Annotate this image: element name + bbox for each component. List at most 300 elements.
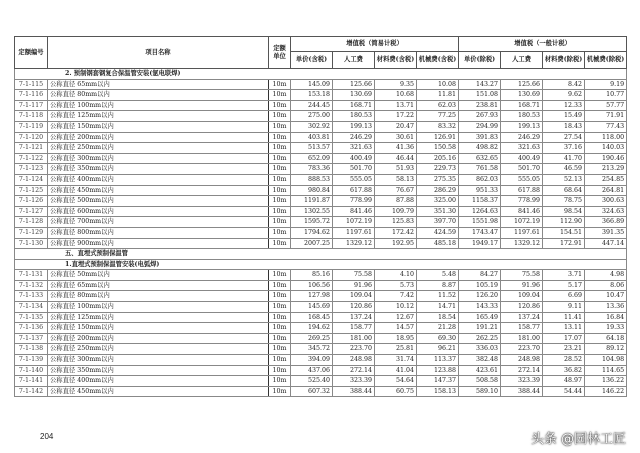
cell-unit: 10m [269,312,291,323]
cell-value: 246.29 [333,132,375,143]
header-col: 机械费(含税) [417,52,459,69]
cell-value: 69.30 [417,333,459,344]
header-col: 单价(除税) [459,52,501,69]
cell-name: 公称直径 250mm以内 [48,143,269,154]
cell-code: 7-1-118 [15,111,48,122]
cell-value: 11.81 [417,90,459,101]
cell-code: 7-1-134 [15,302,48,313]
table-row [15,164,627,175]
cell-value: 5.73 [375,280,417,291]
cell-value: 5.48 [417,270,459,281]
cell-value: 147.37 [417,376,459,387]
header-name: 项目名称 [48,37,269,69]
cell-value: 77.25 [417,111,459,122]
cell-value: 238.81 [459,100,501,111]
cell-value: 9.35 [375,79,417,90]
cell-value: 1302.55 [291,206,333,217]
cell-value: 366.89 [585,217,627,228]
cell-value: 46.44 [375,153,417,164]
cell-value: 137.24 [333,312,375,323]
cell-value: 13.11 [543,323,585,334]
cell-code: 7-1-133 [15,291,48,302]
cell-value: 269.25 [291,333,333,344]
cell-name: 公称直径 300mm以内 [48,153,269,164]
cell-value: 25.81 [375,344,417,355]
cell-value: 223.70 [333,344,375,355]
cell-value: 41.36 [375,143,417,154]
cell-value: 180.53 [501,111,543,122]
cell-value: 14.71 [417,302,459,313]
cell-name: 公称直径 600mm以内 [48,206,269,217]
table-row [15,143,627,154]
cell-name: 公称直径 300mm以内 [48,355,269,366]
cell-name: 公称直径 100mm以内 [48,100,269,111]
cell-value: 13.71 [375,100,417,111]
table-row [15,280,627,291]
cell-value: 109.04 [333,291,375,302]
cell-value: 168.71 [501,100,543,111]
section-row [15,69,627,80]
cell-value: 172.91 [543,238,585,249]
cell-value: 382.48 [459,355,501,366]
cell-value: 150.58 [417,143,459,154]
table-row [15,90,627,101]
cell-value: 1949.17 [459,238,501,249]
cell-value: 10.12 [375,302,417,313]
cell-value: 58.13 [375,174,417,185]
table-row [15,227,627,238]
cell-value: 165.49 [459,312,501,323]
cell-code: 7-1-121 [15,143,48,154]
table-row [15,196,627,207]
cell-unit: 10m [269,174,291,185]
cell-name: 公称直径 800mm以内 [48,227,269,238]
cell-value: 83.32 [417,121,459,132]
cell-value: 60.75 [375,386,417,397]
cell-value: 447.14 [585,238,627,249]
cell-value: 41.70 [543,153,585,164]
cell-value: 513.57 [291,143,333,154]
cell-value: 498.82 [459,143,501,154]
cell-value: 191.21 [459,323,501,334]
cell-value: 617.88 [501,185,543,196]
cell-value: 351.30 [417,206,459,217]
header-col: 机械费(除税) [585,52,627,69]
table-row [15,291,627,302]
cell-value: 125.66 [333,79,375,90]
header-group-simple-tax: 增值税（简易计税） [291,37,459,52]
cell-value: 778.99 [501,196,543,207]
cell-value: 1595.72 [291,217,333,228]
cell-value: 7.42 [375,291,417,302]
cell-value: 321.63 [333,143,375,154]
cell-value: 1072.19 [501,217,543,228]
cell-value: 41.04 [375,365,417,376]
cell-value: 71.91 [585,111,627,122]
cell-unit: 10m [269,164,291,175]
cell-value: 761.58 [459,164,501,175]
cell-code: 7-1-115 [15,79,48,90]
cell-value: 112.90 [543,217,585,228]
section-row [15,259,627,270]
cell-value: 151.08 [459,90,501,101]
cell-value: 1158.37 [459,196,501,207]
cell-value: 229.73 [417,164,459,175]
cell-value: 8.87 [417,280,459,291]
cell-value: 501.70 [333,164,375,175]
cell-value: 51.93 [375,164,417,175]
table-row [15,386,627,397]
cell-value: 6.69 [543,291,585,302]
cell-value: 275.00 [291,111,333,122]
cell-value: 31.74 [375,355,417,366]
cell-value: 345.72 [291,344,333,355]
cell-value: 54.64 [375,376,417,387]
cell-unit: 10m [269,376,291,387]
header-col: 材料费(含税) [375,52,417,69]
table-row [15,355,627,366]
cell-value: 158.13 [417,386,459,397]
cell-value: 485.18 [417,238,459,249]
cell-value: 143.27 [459,79,501,90]
cell-value: 113.37 [417,355,459,366]
cell-value: 980.84 [291,185,333,196]
cell-unit: 10m [269,196,291,207]
cell-value: 275.35 [417,174,459,185]
cell-value: 10.47 [585,291,627,302]
cell-value: 143.33 [459,302,501,313]
cell-value: 137.24 [501,312,543,323]
cell-name: 公称直径 125mm以内 [48,111,269,122]
cell-value: 9.19 [585,79,627,90]
cell-value: 8.06 [585,280,627,291]
cell-value: 126.91 [417,132,459,143]
table-row [15,111,627,122]
cell-value: 262.25 [459,333,501,344]
cell-value: 325.00 [417,196,459,207]
cell-value: 617.88 [333,185,375,196]
cell-value: 607.32 [291,386,333,397]
cell-code: 7-1-125 [15,185,48,196]
cell-value: 14.57 [375,323,417,334]
table-row [15,185,627,196]
cell-value: 91.96 [501,280,543,291]
quota-table [14,36,627,397]
cell-value: 77.43 [585,121,627,132]
cell-name: 公称直径 200mm以内 [48,132,269,143]
cell-code: 7-1-128 [15,217,48,228]
cell-name: 公称直径 50mm以内 [48,270,269,281]
cell-value: 323.39 [333,376,375,387]
cell-value: 8.42 [543,79,585,90]
cell-code: 7-1-124 [15,174,48,185]
table-row [15,376,627,387]
cell-value: 1329.12 [501,238,543,249]
cell-value: 4.10 [375,270,417,281]
cell-value: 27.54 [543,132,585,143]
cell-value: 391.35 [585,227,627,238]
table-row [15,333,627,344]
cell-value: 120.86 [501,302,543,313]
cell-value: 126.20 [459,291,501,302]
cell-unit: 10m [269,121,291,132]
cell-code: 7-1-119 [15,121,48,132]
cell-value: 194.62 [291,323,333,334]
cell-value: 888.53 [291,174,333,185]
page-number: 204 [40,432,54,441]
cell-value: 254.85 [585,174,627,185]
cell-value: 391.83 [459,132,501,143]
cell-value: 508.58 [459,376,501,387]
cell-value: 13.36 [585,302,627,313]
cell-value: 778.99 [333,196,375,207]
cell-value: 9.11 [543,302,585,313]
cell-value: 286.29 [417,185,459,196]
cell-value: 192.95 [375,238,417,249]
cell-value: 181.00 [333,333,375,344]
cell-value: 1551.98 [459,217,501,228]
cell-value: 12.67 [375,312,417,323]
cell-value: 18.54 [417,312,459,323]
cell-name: 公称直径 400mm以内 [48,174,269,185]
cell-unit: 10m [269,206,291,217]
cell-value: 21.28 [417,323,459,334]
cell-value: 323.39 [501,376,543,387]
cell-code: 7-1-131 [15,270,48,281]
cell-value: 324.63 [585,206,627,217]
cell-value: 158.77 [501,323,543,334]
cell-unit: 10m [269,79,291,90]
section-title: 五、直埋式预制保温管 [15,249,627,260]
cell-value: 244.45 [291,100,333,111]
cell-value: 136.22 [585,376,627,387]
cell-value: 181.00 [501,333,543,344]
cell-value: 302.92 [291,121,333,132]
cell-unit: 10m [269,227,291,238]
cell-value: 125.83 [375,217,417,228]
cell-code: 7-1-126 [15,196,48,207]
table-row [15,238,627,249]
cell-name: 公称直径 400mm以内 [48,376,269,387]
cell-value: 437.06 [291,365,333,376]
cell-code: 7-1-129 [15,227,48,238]
cell-code: 7-1-139 [15,355,48,366]
cell-code: 7-1-123 [15,164,48,175]
header-unit: 定额单位 [269,37,291,69]
cell-value: 89.12 [585,344,627,355]
cell-value: 2007.25 [291,238,333,249]
cell-value: 1072.19 [333,217,375,228]
table-row [15,121,627,132]
cell-value: 109.04 [501,291,543,302]
cell-value: 205.16 [417,153,459,164]
cell-unit: 10m [269,217,291,228]
cell-value: 130.69 [333,90,375,101]
cell-unit: 10m [269,90,291,101]
cell-value: 64.18 [585,333,627,344]
cell-value: 114.65 [585,365,627,376]
cell-unit: 10m [269,355,291,366]
cell-value: 652.09 [291,153,333,164]
section-row [15,249,627,260]
cell-value: 54.44 [543,386,585,397]
table-row [15,153,627,164]
cell-name: 公称直径 450mm以内 [48,386,269,397]
cell-value: 1264.63 [459,206,501,217]
cell-name: 公称直径 700mm以内 [48,217,269,228]
cell-value: 388.44 [333,386,375,397]
cell-value: 394.09 [291,355,333,366]
cell-code: 7-1-137 [15,333,48,344]
section-title: 2. 预制钢套钢复合保温管安装(氩电联焊) [15,69,627,80]
cell-name: 公称直径 350mm以内 [48,365,269,376]
cell-name: 公称直径 250mm以内 [48,344,269,355]
cell-value: 336.03 [459,344,501,355]
section-title: 1.直埋式预制保温管安装(电弧焊) [15,259,627,270]
cell-value: 400.49 [501,153,543,164]
cell-value: 783.36 [291,164,333,175]
cell-value: 11.52 [417,291,459,302]
cell-value: 501.70 [501,164,543,175]
cell-value: 168.71 [333,100,375,111]
cell-value: 190.46 [585,153,627,164]
cell-code: 7-1-127 [15,206,48,217]
header-col: 人工费 [333,52,375,69]
table-row [15,100,627,111]
cell-code: 7-1-142 [15,386,48,397]
cell-value: 57.77 [585,100,627,111]
cell-code: 7-1-136 [15,323,48,334]
cell-code: 7-1-120 [15,132,48,143]
cell-name: 公称直径 80mm以内 [48,90,269,101]
table-row [15,132,627,143]
table-row [15,365,627,376]
cell-value: 106.56 [291,280,333,291]
cell-name: 公称直径 900mm以内 [48,238,269,249]
cell-value: 424.59 [417,227,459,238]
cell-code: 7-1-116 [15,90,48,101]
cell-unit: 10m [269,386,291,397]
cell-value: 16.84 [585,312,627,323]
cell-value: 68.64 [543,185,585,196]
cell-name: 公称直径 65mm以内 [48,79,269,90]
cell-value: 37.16 [543,143,585,154]
cell-name: 公称直径 65mm以内 [48,280,269,291]
cell-code: 7-1-132 [15,280,48,291]
cell-value: 300.63 [585,196,627,207]
watermark: 头条 @园林工匠 [530,432,626,447]
cell-value: 23.21 [543,344,585,355]
cell-unit: 10m [269,238,291,249]
cell-value: 91.96 [333,280,375,291]
table-row [15,79,627,90]
cell-name: 公称直径 150mm以内 [48,323,269,334]
cell-value: 168.45 [291,312,333,323]
cell-code: 7-1-122 [15,153,48,164]
cell-value: 125.66 [501,79,543,90]
cell-value: 264.81 [585,185,627,196]
cell-value: 28.52 [543,355,585,366]
cell-value: 78.75 [543,196,585,207]
cell-value: 118.00 [585,132,627,143]
header-col: 材料费(除税) [543,52,585,69]
cell-value: 841.46 [333,206,375,217]
cell-value: 397.70 [417,217,459,228]
cell-value: 109.79 [375,206,417,217]
cell-value: 62.03 [417,100,459,111]
cell-code: 7-1-130 [15,238,48,249]
cell-unit: 10m [269,185,291,196]
cell-value: 321.63 [501,143,543,154]
cell-value: 632.65 [459,153,501,164]
cell-value: 589.10 [459,386,501,397]
cell-value: 1197.61 [501,227,543,238]
cell-value: 105.19 [459,280,501,291]
cell-value: 403.81 [291,132,333,143]
cell-value: 19.33 [585,323,627,334]
cell-value: 15.49 [543,111,585,122]
cell-value: 96.21 [417,344,459,355]
cell-unit: 10m [269,143,291,154]
cell-unit: 10m [269,153,291,164]
cell-name: 公称直径 500mm以内 [48,196,269,207]
cell-value: 1794.62 [291,227,333,238]
cell-value: 12.33 [543,100,585,111]
cell-value: 248.98 [333,355,375,366]
cell-value: 246.29 [501,132,543,143]
cell-value: 48.97 [543,376,585,387]
cell-unit: 10m [269,302,291,313]
cell-value: 127.98 [291,291,333,302]
cell-value: 10.68 [375,90,417,101]
cell-code: 7-1-141 [15,376,48,387]
cell-value: 140.03 [585,143,627,154]
cell-value: 30.61 [375,132,417,143]
cell-name: 公称直径 80mm以内 [48,291,269,302]
cell-value: 423.61 [459,365,501,376]
cell-value: 199.13 [333,121,375,132]
cell-value: 17.22 [375,111,417,122]
cell-value: 153.18 [291,90,333,101]
table-row [15,206,627,217]
cell-name: 公称直径 350mm以内 [48,164,269,175]
cell-value: 120.86 [333,302,375,313]
cell-value: 9.62 [543,90,585,101]
cell-code: 7-1-135 [15,312,48,323]
cell-value: 862.03 [459,174,501,185]
cell-name: 公称直径 200mm以内 [48,333,269,344]
cell-value: 3.71 [543,270,585,281]
header-col: 单价(含税) [291,52,333,69]
cell-name: 公称直径 150mm以内 [48,121,269,132]
table-row [15,312,627,323]
cell-value: 76.67 [375,185,417,196]
cell-value: 1329.12 [333,238,375,249]
cell-value: 1197.61 [333,227,375,238]
cell-value: 1191.87 [291,196,333,207]
table-row [15,174,627,185]
cell-value: 841.46 [501,206,543,217]
cell-value: 400.49 [333,153,375,164]
cell-value: 180.53 [333,111,375,122]
cell-unit: 10m [269,100,291,111]
cell-value: 1743.47 [459,227,501,238]
cell-value: 248.98 [501,355,543,366]
cell-value: 84.27 [459,270,501,281]
cell-value: 36.82 [543,365,585,376]
cell-value: 46.59 [543,164,585,175]
cell-value: 555.05 [501,174,543,185]
